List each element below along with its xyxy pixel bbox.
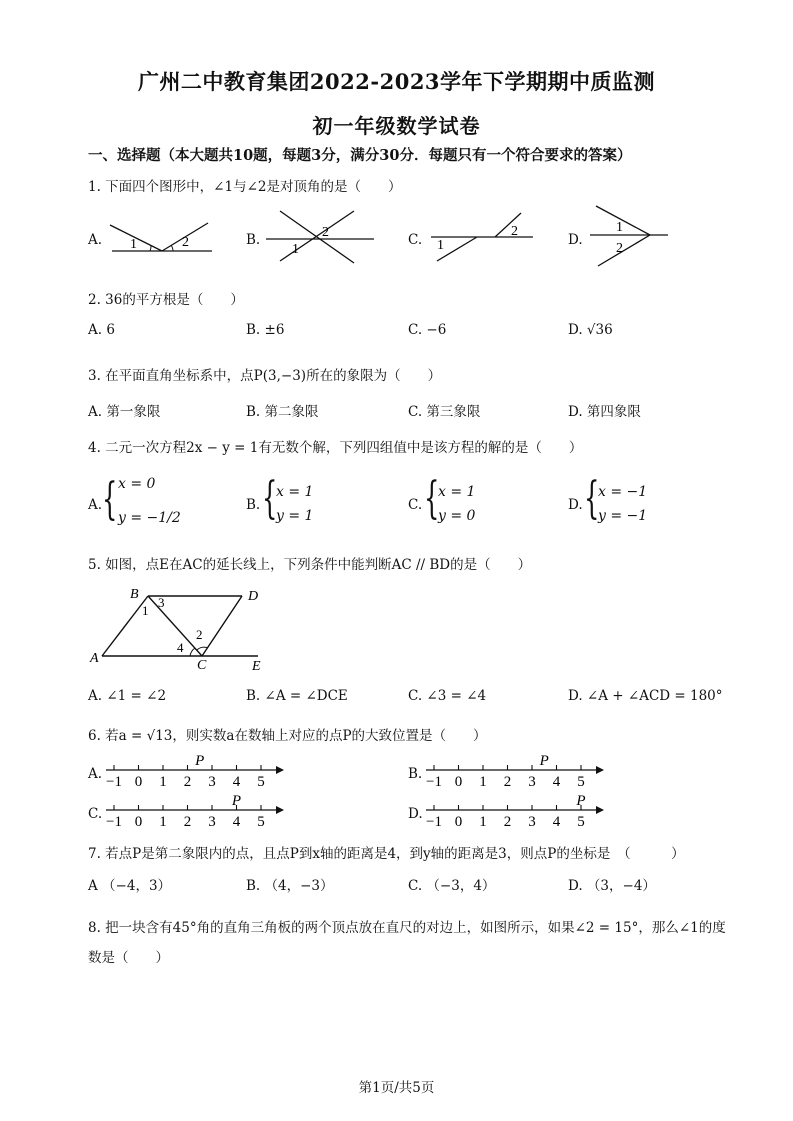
q1-label-b: B. [246,232,261,248]
q5-angle-3: 3 [158,595,165,610]
tick-label: 2 [183,814,192,830]
q3-option-b: B. 第二象限 [246,404,319,420]
tick-label: 5 [257,774,265,790]
question-3: 3. 在平面直角坐标系中，点P(3,−3)所在的象限为（ ） [88,368,442,384]
q5-angle-1: 1 [142,603,149,618]
q5-option-a: A. ∠1 = ∠2 [88,688,167,704]
q1-label-d: D. [568,232,583,248]
q4-brace-c: { [424,473,440,524]
page-footer: 第1页/共5页 [358,1080,435,1096]
q4-c-x: x = 1 [438,484,476,500]
q1-figure-a [100,205,220,265]
tick-label: 5 [577,774,585,790]
tick-label: 4 [232,774,241,790]
tick-label: 0 [134,774,143,790]
tick-label: 2 [503,774,512,790]
exam-subtitle: 初一年级数学试卷 [312,114,481,138]
tick-label: −1 [106,814,122,830]
question-8-line-1: 8. 把一块含有45°角的直角三角板的两个顶点放在直尺的对边上，如图所示，如果∠2 = 15°，那么∠1的度 [88,920,726,936]
tick-label: 0 [134,814,143,830]
q4-d-x: x = −1 [598,484,648,500]
q6-numberline-a [104,750,294,792]
q6-label-a: A. [88,766,103,782]
tick-label: 5 [577,814,585,830]
q2-option-b: B. ±6 [246,322,285,338]
q4-brace-a: { [102,474,118,525]
question-1: 1. 下面四个图形中，∠1与∠2是对顶角的是（ ） [88,179,402,195]
q5-option-d: D. ∠A + ∠ACD = 180° [568,688,723,704]
tick-label: 0 [454,774,463,790]
q4-a-x: x = 0 [118,476,156,492]
q4-label-b: B. [246,497,261,513]
q1d-angle-1: 1 [616,220,623,235]
q4-label-d: D. [568,497,583,513]
q6-numberline-d [424,790,614,832]
tick-label: 3 [528,774,536,790]
q5-angle-2: 2 [196,627,203,642]
tick-label: 3 [208,774,216,790]
q1-label-c: C. [408,232,423,248]
tick-label: 3 [208,814,216,830]
q5-point-c: C [197,658,207,673]
q4-c-y: y = 0 [438,508,476,524]
q6-label-c: C. [88,806,103,822]
tick-label: −1 [426,814,442,830]
q6-label-b: B. [408,766,423,782]
q2-option-c: C. −6 [408,322,447,338]
q5-option-b: B. ∠A = ∠DCE [246,688,348,704]
q5-angle-4: 4 [177,640,184,655]
point-p-label: P [195,753,205,769]
tick-label: 1 [479,814,487,830]
tick-label: 2 [503,814,512,830]
q1a-angle-2: 2 [182,235,189,250]
q3-option-c: C. 第三象限 [408,404,481,420]
tick-label: 2 [183,774,192,790]
q1d-angle-2: 2 [616,241,623,256]
q5-point-d: D [248,589,259,604]
q5-point-a: A [90,651,99,666]
axis-arrow [276,806,284,814]
q4-a-y: y = −1/2 [118,510,181,526]
q1b-angle-1: 1 [292,242,299,257]
q7-option-d: D. （3，−4） [568,878,656,894]
question-4: 4. 二元一次方程2x − y = 1有无数个解，下列四组值中是该方程的解的是（ ） [88,440,583,456]
question-2: 2. 36的平方根是（ ） [88,292,244,308]
q3-option-d: D. 第四象限 [568,404,641,420]
q5-point-e: E [252,659,261,674]
q1c-angle-2: 2 [511,224,518,239]
q7-option-b: B. （4，−3） [246,878,334,894]
q7-option-a: A （−4，3） [88,878,172,894]
tick-label: 1 [159,814,167,830]
axis-arrow [276,766,284,774]
q3-option-a: A. 第一象限 [88,404,161,420]
q4-b-y: y = 1 [276,508,314,524]
q4-brace-d: { [584,473,600,524]
q2-option-d: D. √36 [568,322,613,338]
tick-label: 0 [454,814,463,830]
q1a-angle-1: 1 [130,237,137,252]
q4-label-c: C. [408,497,423,513]
section-heading: 一、选择题（本大题共10题，每题3分，满分30分．每题只有一个符合要求的答案） [88,147,632,164]
question-6: 6. 若a = √13，则实数a在数轴上对应的点P的大致位置是（ ） [88,728,487,744]
q4-b-x: x = 1 [276,484,314,500]
q1-figure-b [262,205,382,265]
point-p-label: P [576,793,586,809]
tick-label: 4 [552,774,561,790]
q4-label-a: A. [88,497,103,513]
point-p-label: P [231,793,242,809]
q1-label-a: A. [88,232,103,248]
tick-label: 4 [232,814,241,830]
q5-option-c: C. ∠3 = ∠4 [408,688,487,704]
q6-label-d: D. [408,806,423,822]
q1-figure-c [425,205,545,265]
q4-d-y: y = −1 [598,508,648,524]
tick-label: −1 [106,774,122,790]
question-5: 5. 如图，点E在AC的延长线上，下列条件中能判断AC // BD的是（ ） [88,557,532,573]
axis-arrow [596,806,604,814]
q6-numberline-b [424,750,614,792]
tick-label: 3 [528,814,536,830]
point-p-label: P [539,753,549,769]
q2-option-a: A. 6 [88,322,115,338]
q6-numberline-c [104,790,294,832]
q4-brace-b: { [262,473,278,524]
q5-point-b: B [130,587,139,602]
q1b-angle-2: 2 [322,225,329,240]
exam-title: 广州二中教育集团2022-2023学年下学期期中质监测 [137,69,656,94]
q7-option-c: C. （−3，4） [408,878,496,894]
question-8-line-2: 数是（ ） [88,950,169,966]
q5-figure [86,582,276,674]
q1c-angle-1: 1 [437,238,444,253]
tick-label: 1 [479,774,487,790]
q1-figure-d [588,200,688,272]
tick-label: 5 [257,814,265,830]
question-7: 7. 若点P是第二象限内的点，且点P到x轴的距离是4，到y轴的距离是3，则点P的坐标是 （ ） [88,846,685,862]
tick-label: 4 [552,814,561,830]
axis-arrow [596,766,604,774]
tick-label: 1 [159,774,167,790]
tick-label: −1 [426,774,442,790]
